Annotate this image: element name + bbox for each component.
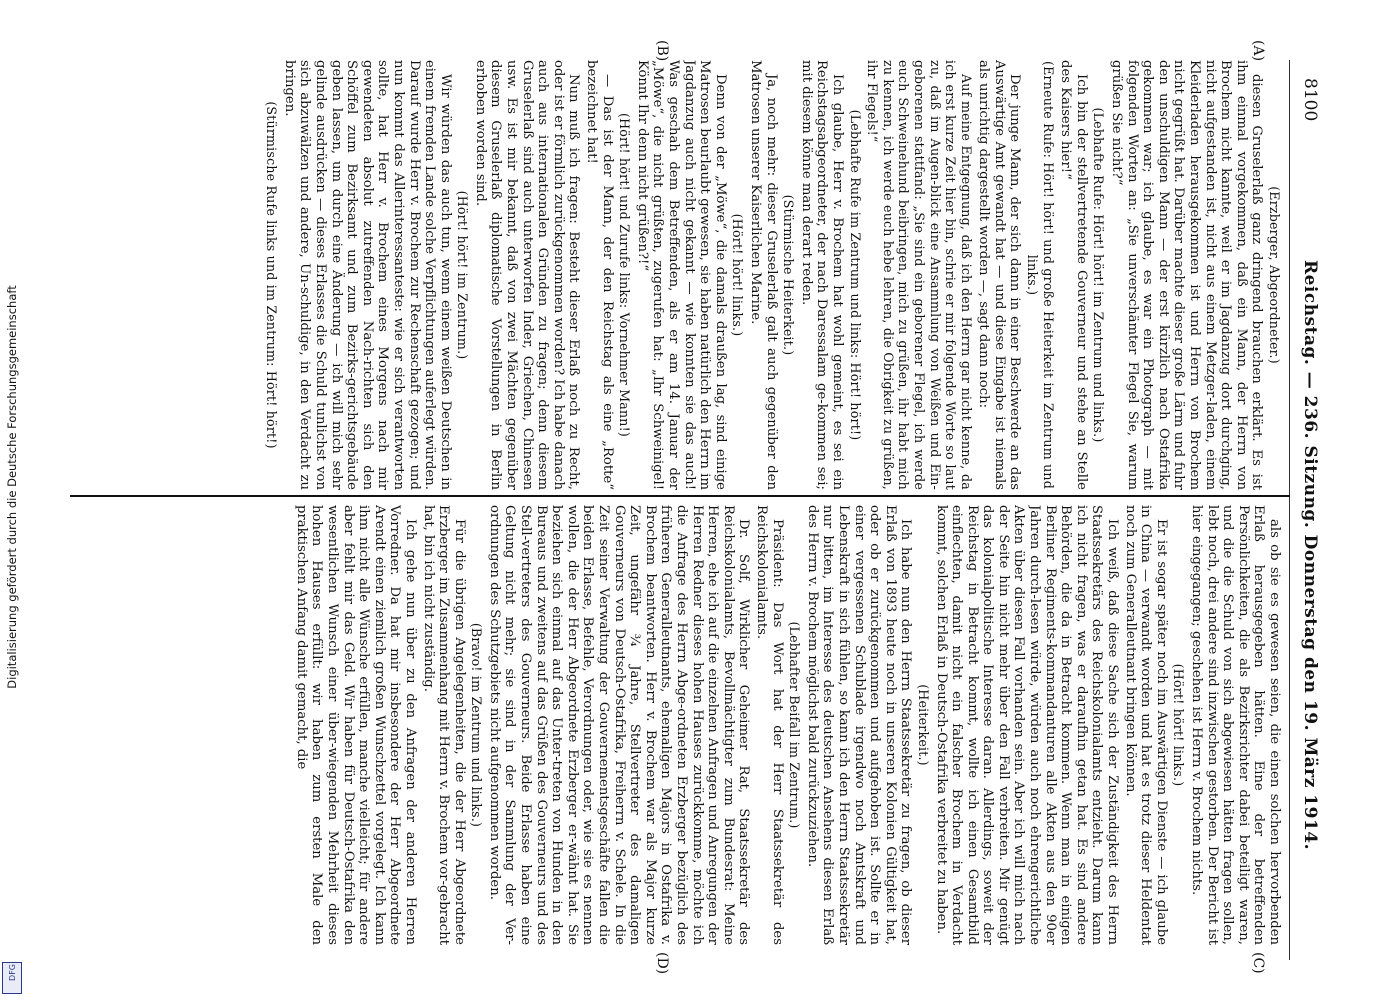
margin-mark-a: (A) [1250,40,1266,62]
paragraph: Dr. Solf, Wirklicher Geheimer Rat, Staatssekretär des Reichskolonialamts, Bevollmächtigter zum Bundesrat: Meine Herren, ehe ich auf die einzelnen Anfragen und Anregungen der Herren Redner dieses hohen Hauses zurückkomme, möchte ich die Anfrage des Herrn Abge-ordneten Erzberger bezüglich des früheren Generalleutnants, ehemaligen Majors in Ostafrika v. Brochem beantworten. Herr v. Brochem war als Major kurze Zeit, ungefähr ¾ Jahre, Stellvertreter des damaligen Gouverneurs von Deutsch-Ostafrika, Freiherrn v. Schele. In die Zeit seiner Verwaltung der Gouvernementsgeschäfte fallen die beiden Erlasse, Befehle, Verordnungen oder, wie sie es nennen wollen, die der Herr Abgeordnete Erzberger er-wähnt hat. Sie beziehen sich einmal auf das Unter-treten von Hunden in den Bureaus und zweitens auf das Grüßen des Gouverneurs und des Stell-vertreters des Gouverneurs. Beide Erlasse haben eine Geltung nicht mehr; sie sind in der Sammlung der Ver-ordnungen des Schutzgebiets nicht aufgenommen worden. [486,505,752,945]
interjection: (Lebhafter Beifall im Zentrum.) [787,621,803,829]
interjection: (Stürmische Heiterkeit.) [781,194,797,356]
left-column [42,60,1282,490]
paragraph: Ich glaube, Herr v. Brochem hat wohl gemeint, es sei ein Reichstagsabgeordneter, der nach Daressalam ge-kommen sei; mit diesem könne man derart reden. [798,60,845,490]
speaker-line: (Erzberger, Abgeordneter.) [1267,186,1282,364]
interjection: (Hört! hört! und Zurufe links: Vornehmer Mann!) [617,113,633,437]
interjection: (Heiterkeit.) [915,684,931,766]
paragraph: Der junge Mann, der sich dann in einer Beschwerde an das Auswärtige Amt gewandt hat — und diese Eingabe ist niemals als unrichtig dargestellt worden —, sagt dann noch: [976,60,1023,490]
margin-mark-d: (D) [654,952,670,975]
paragraph: Ich bin der stellvertretende Gouverneur und stehe an Stelle des Kaisers hier!“ [1058,60,1089,490]
interjection: (Hört! hört! links.) [1171,663,1187,787]
paragraph: Ich habe nun den Herrn Staatssekretär zu fragen, ob dieser Erlaß von 1893 heute noch in unseren Kolonien Gültigkeit hat, oder ob er zurückgenommen und aufgehoben ist. Sollte er in einer vergessenen Schublade irgendwo noch Amtskraft und Lebenskraft in sich fühlen, so kann ich den Herrn Staatssekretär nur bitten, im Interesse des deutschen Ansehens diesen Erlaß des Herrn v. Brochem möglichst bald zurückzuziehen. [804,505,914,945]
interjection: (Hört! hört! links.) [730,213,746,337]
interjection: (Erneute Rufe: Hört! hört! und große Heiterkeit im Zentrum und links.) [1025,61,1056,489]
paragraph: Ich weiß, daß diese Sache sich der Zuständigkeit des Herrn Staatssekretärs des Reichskolonialamts entzieht. Darum kann ich nicht fragen, was er daraufhin getan hat. Es sind andere Behörden, die da in Betracht kommen. Wenn man in einigen Berliner Regiments-kommandanturen alle Akten aus den 90er Jahren durch-lesen würde, würden auch noch ehrengerichtliche Akten über diesen Fall vorhanden sein. Aber ich will mich nach der Seite hin nicht mehr über den Fall verbreiten. Mir genügt das kolonialpolitische Interesse daran. Allerdings, soweit der Reichstag in Betracht kommt, wollte ich einen Gesamtbild einflechten, damit nicht ein falscher Brochem in Verdacht kommt, solchen Erlaß in Deutsch-Ostafrika verbreitet zu haben. [933,505,1121,945]
dfg-logo-text: DFG [7,964,17,981]
paragraph: Ich gehe nun über zu den Anfragen der anderen Herren Vorredner. Da hat mir insbesondere der Herr Abgeordnete Arendt einen ziemlich großen Wunschzettel vorgelegt. Ich kann ihm nicht alle Wünsche erfüllen, manche vielleicht; für andere aber fehlt mir das Geld. Wir haben für Deutsch-Ostafrika den wesentlichen Wunsch einer über-wiegenden Mehrheit dieses hohen Hauses erfüllt: wir haben zum ersten Male den praktischen Anfang damit gemacht, die [293,505,418,945]
paragraph: als ob sie es gewesen seien, die einen solchen hervorbenden Erlaß herausgegeben hätten. Eine der betreffenden Persönlichkeiten, die als Bezirksrichter dabei beteiligt waren, und die die Schuld von sich abgewiesen hätten fragen sollen, lebt noch, drei andere sind inzwischen gestorben. Der Bericht ist hier eingegangen; geschehen ist Herrn v. Brochem nichts. [1189,505,1282,945]
paragraph: Wir würden das auch tun, wenn einem weißen Deutschen in einem fremden Lande solche Verpflichtungen auferlegt würden. Darauf wurde Herr v. Brochem zur Rechenschaft gezogen; und nun kommt das Allerinteressanteste: wie er sich verantworten sollte, hat Herr v. Brochem eines Morgens nach mir gewendeten absolut zutreffenden Nach-richten sich den Schöffel zum Bezirksamt und zum Bezirks-gerichtsgebäude geben lassen, um durch eine Änderung — ich will mich sehr gelinde ausdrücken — dieses Erlasses die Schuld tunlichst von sich abzuwälzen und andere, Un-schuldige, in den Verdacht zu bringen. [281,60,453,490]
page-number: 8100 [1300,78,1320,122]
paragraph: — Das ist der Mann, der den Reichstag als eine „Rotte“ bezeichnet hat! [584,60,615,490]
interjection: (Lebhafte Rufe im Zentrum und links: Hört! hört!) [847,109,863,441]
quotation: Auf meine Entgegnung, daß ich den Herrn gar nicht kenne, da ich erst kurze Zeit hier bin, schrie er mir folgende Worte so laut zu, daß im Augen-blick eine Ansammlung von Weißen und Ein-geborenen stattfand: „Sie sind ein geborener Flegel, ich werde euch Schweinehund beibringen, mich zu grüßen, ihr habt mich zu kennen, ich werde euch hebe lehren, die Obrigkeit zu grüßen, ihr Flegels!“ [865,60,974,490]
rotated-page-content [7,0,1330,1000]
page-header [1292,60,1322,960]
header-rule [1289,60,1290,960]
paragraph: Denn von der „Möwe“, die damals draußen lag, sind einige Matrosen beurlaubt gewesen, sie haben natürlich den Herrn im Jagdanzug auch nicht gekannt — wie konnten sie das auch! Was geschah dem Betreffenden, als er am 14. Januar der „Möwe“, die nicht grüßten, zugerufen hat: „Ihr Schweinigel! Könnt Ihr denn nicht grüßen?!“ [634,60,728,490]
margin-mark-b: (B) [654,40,670,62]
running-title: Reichstag. — 236. Sitzung. Donnerstag den 19. März 1914. [1300,259,1320,851]
interjection: (Bravo! im Zentrum und links.) [469,622,485,828]
right-column [42,505,1282,945]
paragraph: diesen Gruselerlaß ganz dringend brauchen erklärt. Es ist ihm einmal vorgekommen, daß ein Mann, der Herrn von Brochem nicht kannte, weil er im Jagdanzug dort durchging, nicht aufgestanden ist, nicht aus einem Metzger-laden, einem Kleiderladen herausgekommen ist und Herrn von Brochem nicht gegrüßt hat. Darüber machte dieser große Lärm und fuhr den unschuldigen Mann — der erst kürzlich nach Ostafrika gekommen war; ich glaube, es war ein Photograph — mit folgenden Worten an: „Sie unverschämter Flegel Sie, warum grüßen Sie nicht?“ [1109,60,1265,490]
interjection: (Lebhafte Rufe: Hört! hört! im Zentrum und links.) [1091,107,1107,443]
paragraph: Nun muß ich fragen: Besteht dieser Erlaß noch zu Recht, oder ist er förmlich zurückgenommen worden? Ich habe danach auch aus internationalen Gründen zu fragen; denn diesem Gruselerlaß sind auch unterworfen Inder, Griechen, Chinesen usw. Es ist mir bekannt, daß von zwei Mächten gegenüber diesem Gruselerlaß diplomatische Vorstellungen in Berlin erhoben worden sind. [472,60,582,490]
funding-note-text: Digitalisierung gefördert durch die Deutsche Forschungsgemeinschaft [5,285,19,689]
interjection: (Stürmische Rufe links und im Zentrum: Hört! hört!) [264,101,280,449]
paragraph: Für die übrigen Angelegenheiten, die der Herr Abgeordnete Erzberger im Zusammenhang mit Herrn v. Brochem vor-gebracht hat, bin ich nicht zuständig. [420,505,467,945]
margin-mark-c: (C) [1250,952,1266,974]
interjection: (Hört! hört! im Zentrum.) [455,190,471,360]
president-line: Präsident: Das Wort hat der Herr Staatssekretär des Reichskolonialamts. [754,505,785,945]
paragraph: Er ist sogar später noch im Auswärtigen Dienste — ich glaube in China — verwandt worden und hat es trotz dieser Heldentat noch zum Generalleutnant bringen können. [1122,505,1169,945]
paragraph: Ja, noch mehr: dieser Gruselerlaß galt auch gegenüber den Matrosen unserer Kaiserlichen Marine. [748,60,779,490]
column-divider [70,495,1290,497]
